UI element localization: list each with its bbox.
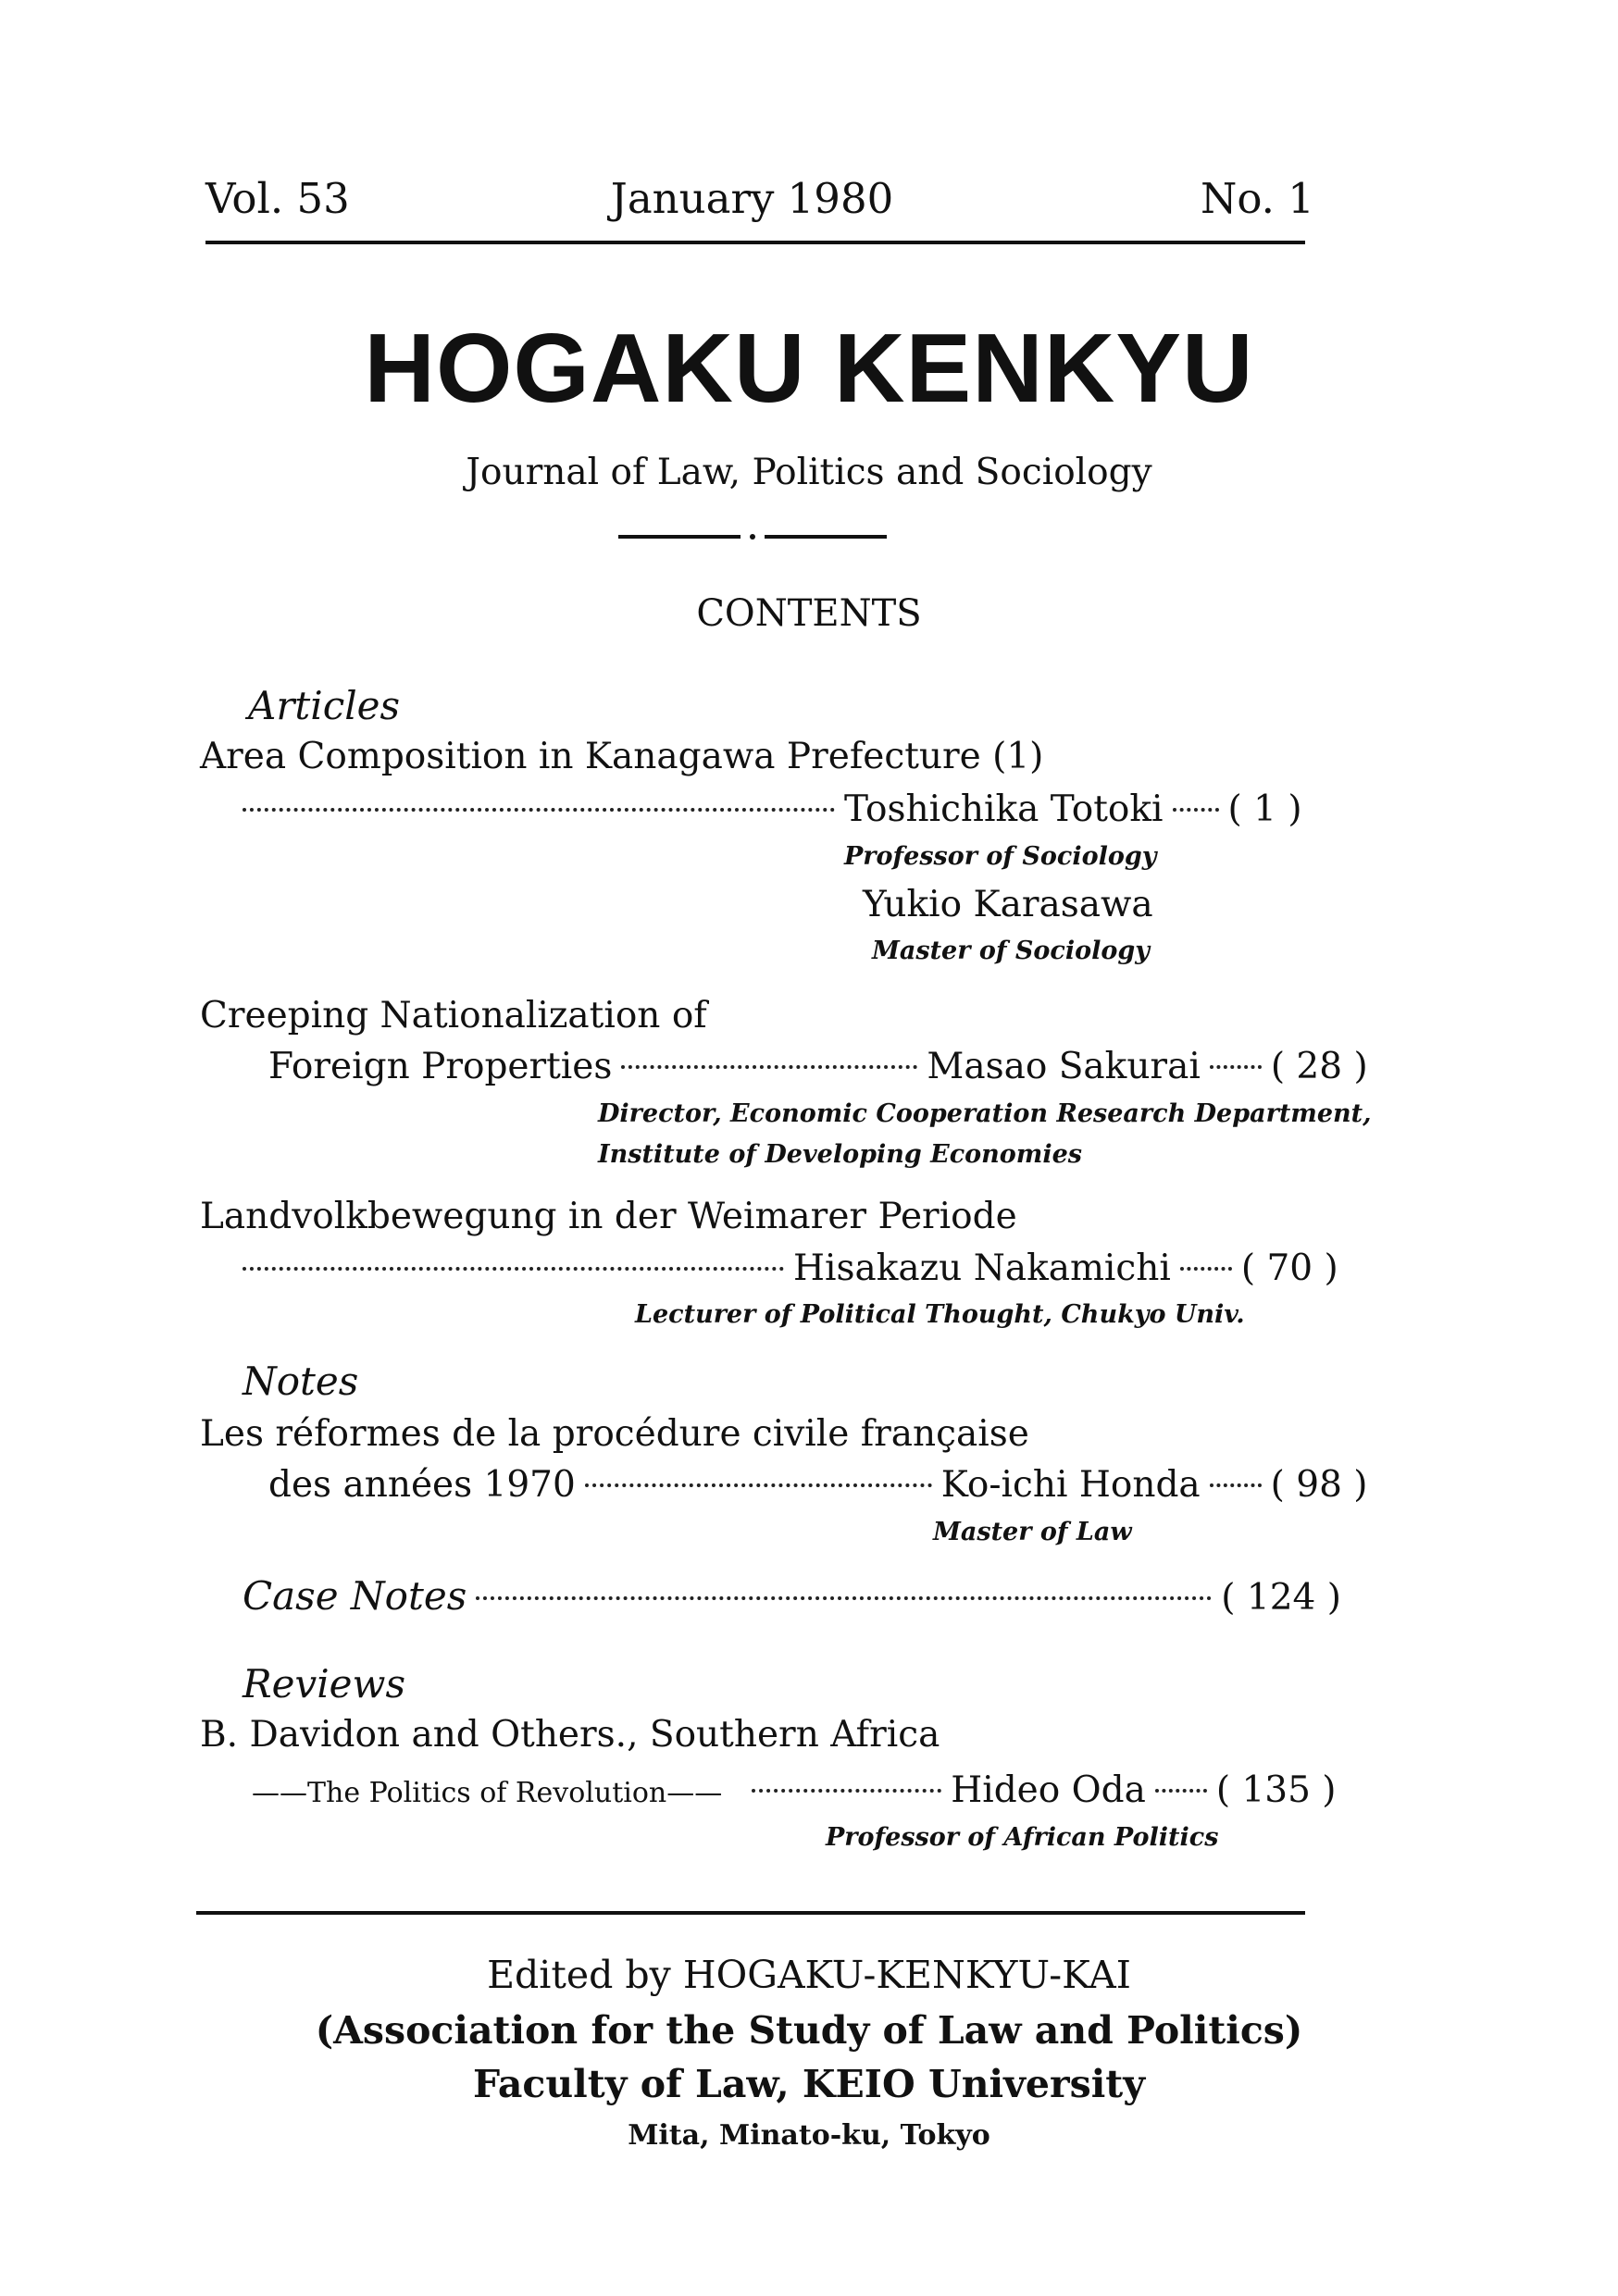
review-title: B. Davidon and Others., Southern Africa [200, 1714, 940, 1756]
section-case-notes: Case Notes [243, 1573, 467, 1619]
page-number: ( 98 ) [1270, 1464, 1368, 1506]
author-name: Toshichika Totoki [844, 788, 1164, 830]
edited-by-prefix: Edited by [487, 1953, 683, 1997]
review-subtitle: ——The Politics of Revolution—— [252, 1777, 723, 1809]
toc-entry [268, 1464, 1368, 1506]
author-affiliation: Master of Sociology [872, 937, 1150, 965]
header-rule [205, 241, 1305, 244]
author-affiliation: Institute of Developing Economies [598, 1140, 1083, 1169]
page-number: ( 124 ) [1221, 1577, 1341, 1619]
author-name: Masao Sakurai [927, 1046, 1201, 1087]
author-affiliation: Professor of Sociology [844, 842, 1157, 871]
author-name: Yukio Karasawa [863, 884, 1153, 925]
article-title: Foreign Properties [268, 1046, 613, 1087]
author-affiliation: Master of Law [933, 1518, 1132, 1546]
author-name: Ko-ichi Honda [940, 1464, 1201, 1506]
journal-subtitle: Journal of Law, Politics and Sociology [466, 452, 1152, 493]
association-name: (Association for the Study of Law and Politics) [315, 2008, 1303, 2053]
toc-entry [233, 788, 1302, 830]
article-title: Area Composition in Kanagawa Prefecture (1) [200, 736, 1044, 777]
article-title: Landvolkbewegung in der Weimarer Periode [200, 1196, 1017, 1237]
footer-rule [196, 1911, 1305, 1915]
journal-title: HOGAKU KENKYU [364, 314, 1254, 423]
volume-label: Vol. 53 [205, 174, 350, 223]
toc-entry [268, 1046, 1368, 1087]
page-number: ( 1 ) [1227, 788, 1302, 830]
toc-entry [252, 1769, 1337, 1811]
faculty-name: Faculty of Law, KEIO University [472, 2062, 1146, 2106]
author-name: Hideo Oda [951, 1769, 1146, 1811]
note-title: des années 1970 [268, 1464, 576, 1506]
issue-number: No. 1 [1201, 174, 1314, 223]
author-affiliation: Professor of African Politics [826, 1823, 1219, 1852]
section-reviews: Reviews [243, 1661, 405, 1706]
publisher-address: Mita, Minato-ku, Tokyo [628, 2119, 990, 2152]
page-number: ( 70 ) [1240, 1247, 1338, 1289]
article-title: Creeping Nationalization of [200, 995, 707, 1036]
author-name: Hisakazu Nakamichi [793, 1247, 1171, 1289]
page-number: ( 28 ) [1270, 1046, 1368, 1087]
page-number: ( 135 ) [1215, 1769, 1337, 1811]
section-notes: Notes [243, 1359, 359, 1404]
author-affiliation: Director, Economic Cooperation Research Department, [598, 1099, 1372, 1128]
note-title: Les réformes de la procédure civile française [200, 1413, 1029, 1455]
toc-entry [233, 1247, 1338, 1289]
contents-heading: CONTENTS [696, 592, 922, 635]
edited-by-line [0, 1953, 1618, 1997]
publisher-name: HOGAKU-KENKYU-KAI [682, 1953, 1131, 1997]
issue-date: January 1980 [610, 174, 894, 223]
toc-entry [243, 1573, 1341, 1619]
author-affiliation: Lecturer of Political Thought, Chukyo Univ. [635, 1300, 1245, 1329]
section-articles: Articles [248, 683, 401, 728]
